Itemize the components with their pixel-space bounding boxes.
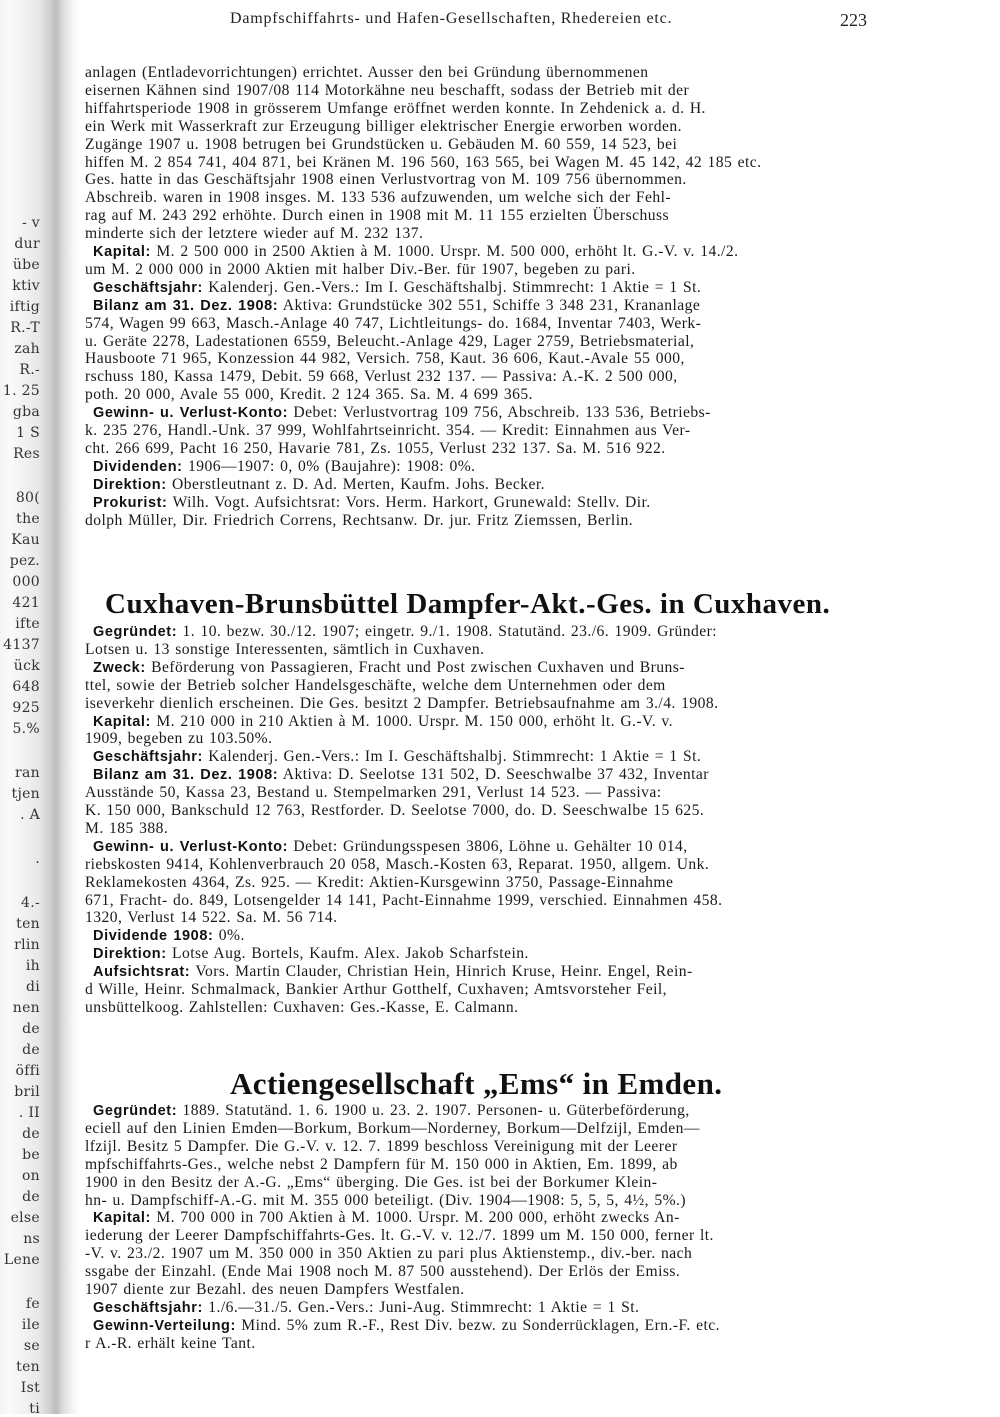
line-text: M. 185 388. bbox=[85, 819, 169, 837]
left-page-fragment: - v bbox=[22, 215, 40, 231]
field-label: Kapital: bbox=[93, 244, 151, 260]
left-page-fragment: tjen bbox=[11, 786, 40, 802]
text-line bbox=[85, 315, 701, 332]
line-text: ssgabe der Einzahl. (Ende Mai 1908 noch M. 87 500 ausstehend). Der Erlös der Emiss. bbox=[85, 1263, 681, 1281]
left-page-fragment: iftig bbox=[9, 299, 40, 315]
left-page-fragment: 5.% bbox=[12, 721, 40, 737]
text-line bbox=[85, 512, 633, 529]
field-label: Kapital: bbox=[93, 1210, 151, 1227]
text-line bbox=[85, 333, 694, 350]
text-line bbox=[85, 64, 648, 81]
left-page-fragment: 925 bbox=[12, 700, 40, 716]
line-text: Lotse Aug. Bortels, Kaufm. Alex. Jakob Scharfstein. bbox=[172, 945, 529, 963]
field-label: Dividende 1908: bbox=[93, 928, 214, 945]
line-text: 1320, Verlust 14 522. Sa. M. 56 714. bbox=[85, 909, 338, 927]
text-line bbox=[93, 297, 700, 315]
left-page-fragment: dur bbox=[14, 236, 40, 252]
left-page-fragment: 80( bbox=[15, 490, 40, 506]
line-text: hiffahrtsperiode 1908 in grösserem Umfange eröffnet werden konnte. In Zehdenick a. d. H. bbox=[85, 99, 706, 117]
text-line bbox=[85, 136, 677, 153]
text-line bbox=[93, 243, 738, 261]
text-line bbox=[93, 766, 709, 784]
line-text: Lotsen u. 13 sonstige Interessenten, sämtlich in Cuxhaven. bbox=[85, 640, 485, 658]
field-label: Direktion: bbox=[93, 476, 167, 493]
field-label: Gewinn- u. Verlust-Konto: bbox=[93, 405, 289, 422]
left-page-fragment: the bbox=[16, 511, 40, 527]
line-text: ttel, sowie der Betrieb solcher Handelsgeschäfte, welche dem Unternehmen oder dem bbox=[85, 676, 666, 694]
left-page-fragment: Lene bbox=[3, 1252, 40, 1268]
text-line bbox=[85, 422, 691, 439]
text-line bbox=[93, 1317, 720, 1335]
field-label: Bilanz am 31. Dez. 1908: bbox=[93, 297, 279, 314]
text-line bbox=[85, 171, 687, 188]
left-page-fragment: . A bbox=[20, 807, 40, 823]
left-page-fragment: ifte bbox=[15, 616, 40, 632]
line-text: k. 235 276, Handl.-Unk. 37 999, Wohlfahrtseinricht. 354. — Kredit: Einnahmen aus Ver- bbox=[85, 422, 691, 439]
text-line bbox=[93, 1102, 690, 1120]
document-page bbox=[85, 0, 990, 1414]
text-line bbox=[85, 1120, 700, 1137]
field-label: Bilanz am 31. Dez. 1908: bbox=[93, 767, 279, 784]
left-page-fragment: ile bbox=[21, 1317, 40, 1333]
field-label: Dividenden: bbox=[93, 458, 183, 475]
text-line bbox=[85, 1174, 657, 1191]
line-text: Debet: Verlustvortrag 109 756, Abschreib. 133 536, Betriebs- bbox=[293, 404, 711, 422]
left-page-fragment: se bbox=[23, 1338, 40, 1354]
text-line bbox=[85, 1263, 680, 1280]
company-title-ems: Actiengesellschaft „Ems“ in Emden. bbox=[230, 1066, 723, 1101]
field-label: Gegründet: bbox=[93, 624, 178, 640]
page-number: 223 bbox=[840, 10, 867, 30]
text-line bbox=[85, 189, 671, 206]
line-text: 1909, begeben zu 103.50%. bbox=[85, 730, 273, 748]
text-line bbox=[85, 1227, 714, 1244]
line-text: Wilh. Vogt. Aufsichtsrat: Vors. Herm. Harkort, Grunewald: Stellv. Dir. bbox=[172, 493, 651, 511]
text-line bbox=[85, 82, 689, 99]
left-page-fragment: nen bbox=[12, 1000, 40, 1016]
field-label: Gegründet: bbox=[93, 1103, 178, 1119]
field-label: Gewinn- u. Verlust-Konto: bbox=[93, 838, 289, 855]
line-text: Beförderung von Passagieren, Fracht und Post zwischen Cuxhaven und Bruns- bbox=[151, 658, 685, 676]
field-label: Prokurist: bbox=[93, 494, 168, 511]
line-text: 574, Wagen 99 663, Masch.-Anlage 40 747, Lichtleitungs- do. 1684, Inventar 7403, Werk- bbox=[85, 314, 702, 332]
line-text: K. 150 000, Bankschuld 12 763, Restforder. D. Seelotse 7000, do. D. Seeschwalbe 15 625. bbox=[85, 802, 705, 819]
line-text: Abschreib. waren in 1908 insges. M. 133 536 aufzuwenden, um welche sich der Fehl- bbox=[85, 189, 672, 207]
line-text: mpfschiffahrts-Ges., welche nebst 2 Dampfern für M. 150 000 in Aktien, Em. 1899, ab bbox=[85, 1155, 678, 1173]
text-line bbox=[93, 494, 651, 512]
text-line bbox=[93, 1299, 639, 1317]
line-text: eisernen Kähnen sind 1907/08 114 Motorkähne neu beschafft, sodass der Betrieb mit der bbox=[85, 81, 690, 99]
left-page-fragment: 4137 bbox=[3, 637, 40, 653]
text-line bbox=[93, 945, 529, 963]
running-head: Dampfschiffahrts- und Hafen-Gesellschaften, Rhedereien etc. bbox=[230, 10, 673, 27]
left-page-fragment: . bbox=[35, 851, 40, 867]
text-line bbox=[85, 981, 667, 998]
line-text: anlagen (Entladevorrichtungen) errichtet. Ausser den bei Gründung übernommenen bbox=[85, 64, 649, 81]
line-text: Zugänge 1907 u. 1908 betrugen bei Grundstücken u. Gebäuden M. 60 559, 14 523, bei bbox=[85, 135, 678, 153]
text-line bbox=[85, 440, 666, 457]
line-text: rschuss 180, Kassa 1479, Debit. 59 668, Verlust 232 137. — Passiva: A.-K. 2 500 000, bbox=[85, 368, 678, 386]
line-text: eciell auf den Linien Emden—Borkum, Borkum—Norderney, Borkum—Delfzijl, Emden— bbox=[85, 1119, 700, 1137]
text-line bbox=[85, 999, 518, 1016]
left-page-fragment: gba bbox=[12, 404, 40, 420]
text-line bbox=[85, 207, 669, 224]
left-page-fragment: rlin bbox=[14, 937, 40, 953]
text-line bbox=[93, 927, 245, 945]
left-page-fragment: ktiv bbox=[12, 278, 40, 294]
left-page-fragment: 421 bbox=[12, 595, 40, 611]
line-text: minderte sich der letztere wieder auf M. 232 137. bbox=[85, 225, 424, 243]
left-page-fragment: ti bbox=[29, 1401, 40, 1417]
line-text: lfzijl. Besitz 5 Dampfer. Die G.-V. v. 12. 7. 1899 beschloss Vereinigung mit der Leerer bbox=[85, 1137, 678, 1155]
field-label: Aufsichtsrat: bbox=[93, 964, 191, 981]
text-line bbox=[85, 261, 636, 278]
left-page-fragment: R.-T bbox=[10, 320, 40, 336]
text-line bbox=[85, 802, 704, 819]
line-text: iseverkehr dienlich erscheinen. Die Ges. besitzt 2 Dampfer. Betriebsaufnahme am 3./4. 1908. bbox=[85, 694, 719, 712]
left-page-fragment: else bbox=[10, 1210, 40, 1226]
text-line bbox=[85, 730, 272, 747]
text-line bbox=[85, 100, 706, 117]
text-line bbox=[85, 1192, 686, 1209]
left-page-fragment: ten bbox=[16, 916, 40, 932]
line-text: 1900 in den Besitz der A.-G. „Ems“ überging. Die Ges. ist bei der Borkumer Klein- bbox=[85, 1173, 658, 1191]
left-page-fragment: fe bbox=[25, 1296, 40, 1312]
line-text: Aktiva: D. Seelotse 131 502, D. Seeschwalbe 37 432, Inventar bbox=[282, 766, 709, 784]
line-text: 1907 diente zur Bezahl. des neuen Dampfers Westfalen. bbox=[85, 1281, 465, 1298]
line-text: Aktiva: Grundstücke 302 551, Schiffe 3 348 231, Krananlage bbox=[282, 296, 701, 314]
line-text: d Wille, Heinr. Schmalmack, Bankier Arthur Gotthelf, Cuxhaven; Amtsvorsteher Feil, bbox=[85, 981, 668, 998]
text-line bbox=[93, 476, 545, 494]
line-text: hiffen M. 2 854 741, 404 871, bei Kränen M. 196 560, 163 565, bei Wagen M. 45 142, 42 185 etc. bbox=[85, 153, 762, 171]
left-page-fragment: ran bbox=[15, 765, 40, 781]
left-page-fragment: Kau bbox=[11, 532, 40, 548]
left-page-fragment: de bbox=[22, 1189, 40, 1205]
line-text: dolph Müller, Dir. Friedrich Correns, Rechtsanw. Dr. jur. Fritz Ziemssen, Berlin. bbox=[85, 511, 634, 529]
text-line bbox=[93, 458, 476, 476]
text-line bbox=[85, 874, 673, 891]
left-page-fragment: öffi bbox=[15, 1063, 40, 1079]
left-page-fragment: zah bbox=[14, 341, 40, 357]
text-line bbox=[85, 1156, 678, 1173]
line-text: Hausboote 71 965, Konzession 44 982, Versich. 758, Kaut. 36 606, Kaut.-Avale 55 000, bbox=[85, 350, 685, 368]
line-text: 671, Fracht- do. 849, Lotsengelder 14 141, Pacht-Einnahme 1999, verschied. Einnahmen 458. bbox=[85, 891, 723, 909]
text-line bbox=[93, 404, 711, 422]
left-page-fragment: 000 bbox=[12, 574, 40, 590]
left-page-fragment: ih bbox=[25, 958, 40, 974]
line-text: cht. 266 699, Pacht 16 250, Havarie 781, Zs. 1055, Verlust 232 137. Sa. M. 516 922. bbox=[85, 439, 666, 457]
left-page-fragment: . II bbox=[18, 1105, 40, 1121]
line-text: -V. v. 23./2. 1907 um M. 350 000 in 350 Aktien zu pari plus Aktienstemp., div.-ber. nach bbox=[85, 1245, 693, 1263]
left-page-fragment: R.- bbox=[19, 362, 40, 378]
text-line bbox=[85, 1335, 256, 1352]
line-text: rag auf M. 243 292 erhöhte. Durch einen in 1908 mit M. 11 155 erzielten Überschuss bbox=[85, 207, 669, 225]
field-label: Direktion: bbox=[93, 946, 167, 963]
line-text: M. 2 500 000 in 2500 Aktien à M. 1000. Urspr. M. 500 000, erhöht lt. G.-V. v. 14./2. bbox=[156, 243, 739, 260]
text-line bbox=[85, 368, 678, 385]
text-line bbox=[85, 677, 666, 694]
line-text: iederung der Leerer Dampfschiffahrts-Ges. lt. G.-V. v. 12./7. 1899 um M. 150 000, ferner lt. bbox=[85, 1227, 714, 1245]
text-line bbox=[93, 1209, 680, 1227]
left-page-fragment: di bbox=[25, 979, 40, 995]
left-page-fragment: de bbox=[22, 1021, 40, 1037]
company-title-cuxhaven: Cuxhaven-Brunsbüttel Dampfer-Akt.-Ges. in Cuxhaven. bbox=[105, 588, 831, 620]
left-page-fragment: 4.- bbox=[21, 895, 40, 911]
text-line bbox=[85, 820, 168, 837]
left-page-fragment: ück bbox=[13, 658, 40, 674]
text-line bbox=[93, 838, 688, 856]
line-text: Ges. hatte in das Geschäftsjahr 1908 einen Verlustvortrag von M. 109 756 übernommen. bbox=[85, 171, 687, 189]
line-text: 1906—1907: 0, 0% (Baujahre): 1908: 0%. bbox=[187, 457, 476, 475]
left-page-fragment: ns bbox=[23, 1231, 40, 1247]
text-line bbox=[85, 386, 533, 403]
field-label: Geschäftsjahr: bbox=[93, 749, 203, 766]
text-line bbox=[85, 695, 719, 712]
line-text: u. Geräte 2278, Ladestationen 6559, Beleucht.-Anlage 429, Lager 2759, Betriebsmaterial, bbox=[85, 332, 695, 350]
text-line bbox=[93, 963, 693, 981]
line-text: Oberstleutnant z. D. Ad. Merten, Kaufm. Johs. Becker. bbox=[172, 475, 545, 493]
text-line bbox=[85, 118, 682, 135]
line-text: unsbüttelkoog. Zahlstellen: Cuxhaven: Ges.-Kasse, E. Calmann. bbox=[85, 998, 519, 1016]
text-line bbox=[93, 748, 701, 766]
left-page-fragment: 1. 25 bbox=[2, 383, 40, 399]
text-line bbox=[85, 225, 423, 242]
field-label: Kapital: bbox=[93, 713, 151, 730]
left-page-fragment: bril bbox=[14, 1084, 40, 1100]
line-text: Kalenderj. Gen.-Vers.: Im I. Geschäftshalbj. Stimmrecht: 1 Aktie = 1 St. bbox=[208, 278, 702, 296]
left-page-fragment: ten bbox=[16, 1359, 40, 1375]
line-text: 0%. bbox=[218, 927, 245, 945]
line-text: ein Werk mit Wasserkraft zur Erzeugung billiger elektrischer Energie erworben worden. bbox=[85, 117, 682, 135]
text-line bbox=[85, 892, 722, 909]
field-label: Gewinn-Verteilung: bbox=[93, 1317, 236, 1334]
text-line bbox=[85, 350, 685, 367]
field-label: Geschäftsjahr: bbox=[93, 279, 203, 296]
text-line bbox=[85, 909, 338, 926]
left-page-fragment: be bbox=[22, 1147, 40, 1163]
text-line bbox=[85, 856, 709, 873]
left-page-fragment: Res bbox=[13, 446, 40, 462]
left-page-fragment: pez. bbox=[9, 553, 40, 569]
line-text: hn- u. Dampfschiff-A.-G. mit M. 355 000 beteiligt. (Div. 1904—1908: 5, 5, 5, 4½, 5%.) bbox=[85, 1191, 686, 1209]
line-text: r A.-R. erhält keine Tant. bbox=[85, 1334, 256, 1352]
line-text: M. 210 000 in 210 Aktien à M. 1000. Urspr. M. 150 000, erhöht lt. G.-V. v. bbox=[156, 712, 674, 730]
text-line bbox=[85, 641, 485, 658]
text-line bbox=[93, 279, 701, 297]
left-page-fragment: Ist bbox=[20, 1380, 40, 1396]
line-text: Mind. 5% zum R.-F., Rest Div. bezw. zu Sonderrücklagen, Ern.-F. etc. bbox=[241, 1316, 720, 1334]
left-page-fragment: 1 S bbox=[16, 425, 40, 441]
line-text: Kalenderj. Gen.-Vers.: Im I. Geschäftshalbj. Stimmrecht: 1 Aktie = 1 St. bbox=[208, 748, 702, 766]
line-text: Reklamekosten 4364, Zs. 925. — Kredit: Aktien-Kursgewinn 3750, Passage-Einnahme bbox=[85, 873, 674, 891]
line-text: Debet: Gründungsspesen 3806, Löhne u. Gehälter 10 014, bbox=[293, 837, 688, 855]
line-text: 1. 10. bezw. 30./12. 1907; eingetr. 9./1. 1908. Statutänd. 23./6. 1909. Gründer: bbox=[182, 623, 718, 640]
left-page-fragment: de bbox=[22, 1042, 40, 1058]
text-line bbox=[85, 1281, 465, 1298]
line-text: Vors. Martin Clauder, Christian Hein, Hinrich Kruse, Heinr. Engel, Rein- bbox=[195, 963, 693, 981]
left-page-fragment: 648 bbox=[12, 679, 40, 695]
text-line bbox=[85, 784, 662, 801]
line-text: um M. 2 000 000 in 2000 Aktien mit halber Div.-Ber. für 1907, begeben zu pari. bbox=[85, 260, 636, 278]
line-text: riebskosten 9414, Kohlenverbrauch 20 058, Masch.-Kosten 63, Reparat. 1950, allgem. Unk. bbox=[85, 855, 710, 873]
left-page-fragment: de bbox=[22, 1126, 40, 1142]
line-text: M. 700 000 in 700 Aktien à M. 1000. Urspr. M. 200 000, erhöht zwecks An- bbox=[156, 1209, 680, 1227]
text-line bbox=[85, 154, 761, 171]
field-label: Geschäftsjahr: bbox=[93, 1299, 203, 1316]
line-text: poth. 20 000, Avale 55 000, Kredit. 2 124 365. Sa. M. 4 699 365. bbox=[85, 386, 533, 404]
text-line bbox=[93, 713, 673, 731]
line-text: Ausstände 50, Kassa 23, Bestand u. Stempelmarken 291, Verlust 14 523. — Passiva: bbox=[85, 784, 662, 802]
text-line bbox=[93, 659, 685, 677]
field-label: Zweck: bbox=[93, 659, 146, 676]
text-line bbox=[85, 1138, 677, 1155]
left-page-fragment: on bbox=[21, 1168, 40, 1184]
line-text: 1889. Statutänd. 1. 6. 1900 u. 23. 2. 1907. Personen- u. Güterbeförderung, bbox=[182, 1102, 690, 1119]
text-line bbox=[85, 1245, 692, 1262]
text-line bbox=[93, 623, 717, 641]
line-text: 1./6.—31./5. Gen.-Vers.: Juni-Aug. Stimmrecht: 1 Aktie = 1 St. bbox=[208, 1298, 640, 1316]
left-page-fragment: übe bbox=[12, 257, 40, 273]
